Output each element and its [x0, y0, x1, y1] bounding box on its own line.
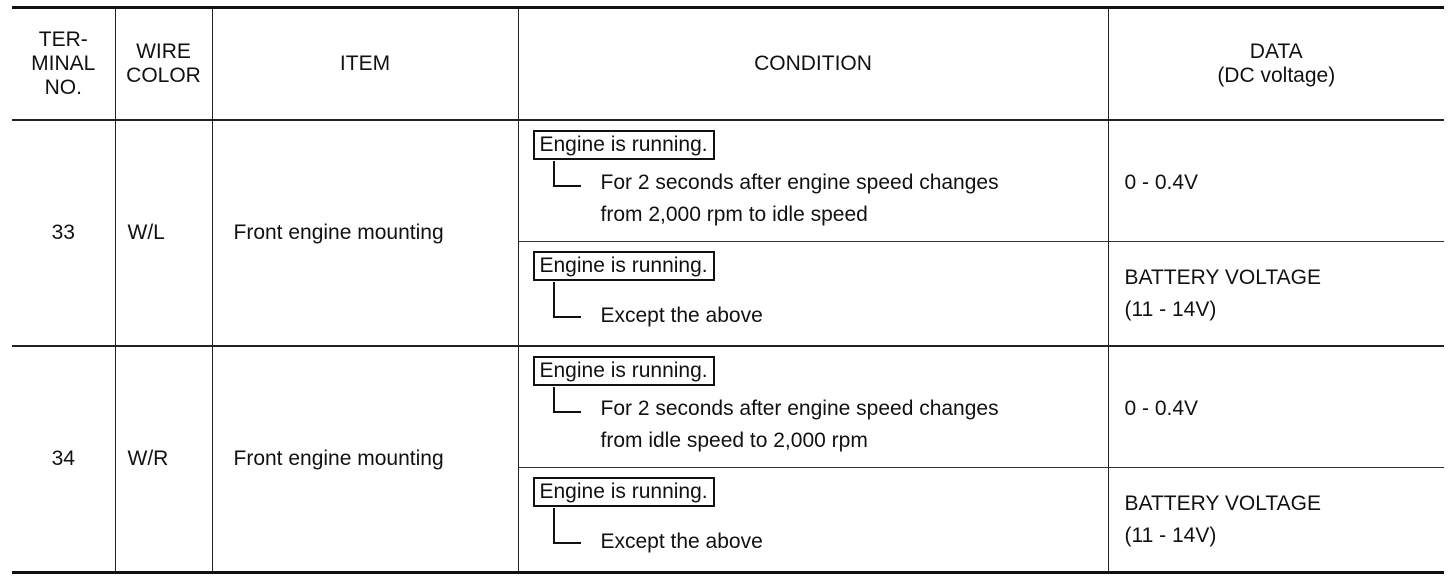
condition-cell	[518, 346, 1108, 468]
condition-state-box: Engine is running.	[533, 477, 715, 507]
condition-cell	[518, 242, 1108, 347]
header-terminal-no: TER- MINAL NO.	[12, 8, 115, 121]
data-value: BATTERY VOLTAGE (11 - 14V)	[1108, 468, 1444, 573]
condition-detail: For 2 seconds after engine speed changes from 2,000 rpm to idle speed	[600, 171, 999, 226]
wire-color: W/L	[115, 120, 212, 346]
terminal-data-table	[12, 6, 1444, 574]
condition-state-box: Engine is running.	[533, 251, 715, 281]
elbow-connector	[553, 508, 581, 544]
condition-cell	[518, 120, 1108, 242]
condition-detail: Except the above	[600, 530, 763, 553]
data-value: BATTERY VOLTAGE (11 - 14V)	[1108, 242, 1444, 347]
condition-detail: For 2 seconds after engine speed changes from idle speed to 2,000 rpm	[600, 397, 999, 452]
header-condition: CONDITION	[518, 8, 1108, 121]
condition-state-box: Engine is running.	[533, 356, 715, 386]
condition-state-box: Engine is running.	[533, 130, 715, 160]
elbow-connector	[553, 282, 581, 318]
header-item: ITEM	[212, 8, 518, 121]
condition-detail: Except the above	[600, 304, 763, 327]
elbow-connector	[553, 387, 581, 413]
header-data: DATA (DC voltage)	[1108, 8, 1444, 121]
item-name: Front engine mounting	[212, 120, 518, 346]
wire-color: W/R	[115, 346, 212, 573]
condition-cell	[518, 468, 1108, 573]
data-value: 0 - 0.4V	[1108, 120, 1444, 242]
data-value: 0 - 0.4V	[1108, 346, 1444, 468]
header-row	[12, 8, 1444, 121]
table-row	[12, 120, 1444, 242]
terminal-number: 33	[12, 120, 115, 346]
elbow-connector	[553, 161, 581, 187]
item-name: Front engine mounting	[212, 346, 518, 573]
terminal-number: 34	[12, 346, 115, 573]
table-row	[12, 346, 1444, 468]
header-wire-color: WIRE COLOR	[115, 8, 212, 121]
